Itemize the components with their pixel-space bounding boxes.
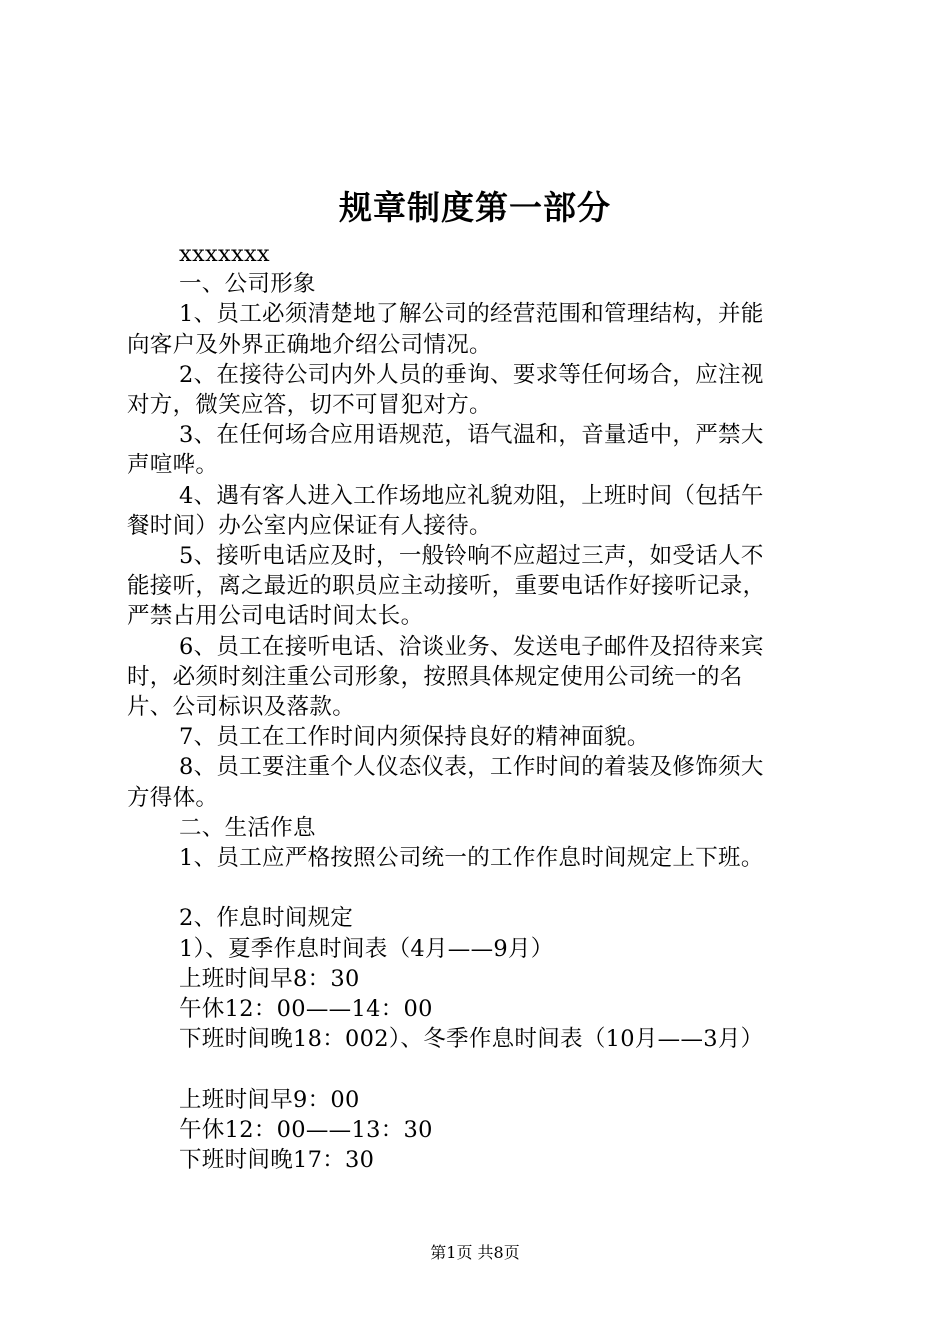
paragraph-item-2 <box>127 360 833 420</box>
paragraph-line: 对方，微笑应答，切不可冒犯对方。 <box>127 391 492 418</box>
paragraph-item-6 <box>127 632 833 723</box>
paragraph-line: 1、员工必须清楚地了解公司的经营范围和管理结构，并能 <box>179 301 764 328</box>
paragraph-item-5 <box>127 541 833 632</box>
paragraph-line: 方得体。 <box>127 784 219 811</box>
section-heading-schedule: 二、生活作息 <box>179 814 316 841</box>
paragraph-line: 餐时间）办公室内应保证有人接待。 <box>127 512 492 539</box>
paragraph-line: 2、在接待公司内外人员的垂询、要求等任何场合，应注视 <box>179 361 764 388</box>
document-title: 规章制度第一部分 <box>339 188 611 227</box>
paragraph-line: 8、员工要注重个人仪态仪表，工作时间的着装及修饰须大 <box>179 754 764 781</box>
paragraph-line: 时，必须时刻注重公司形象，按照具体规定使用公司统一的名 <box>127 663 743 690</box>
paragraph-item-8 <box>127 752 833 812</box>
header-code: xxxxxxx <box>179 241 270 267</box>
blank-line <box>127 1054 833 1084</box>
paragraph-line: 向客户及外界正确地介绍公司情况。 <box>127 331 492 358</box>
paragraph-item-1 <box>127 299 833 359</box>
summer-schedule-title: 1）、夏季作息时间表（4月——9月） <box>179 935 554 962</box>
summer-start-time: 上班时间早8：30 <box>179 965 360 992</box>
paragraph-line: 5、接听电话应及时，一般铃响不应超过三声，如受话人不 <box>179 543 764 569</box>
schedule-item-2: 2、作息时间规定 <box>179 905 354 932</box>
paragraph-line: 7、员工在工作时间内须保持良好的精神面貌。 <box>179 724 650 751</box>
blank-line <box>127 873 833 903</box>
paragraph-item-4 <box>127 481 833 541</box>
paragraph-line: 片、公司标识及落款。 <box>127 694 356 721</box>
page-footer: 第1页 共8页 <box>430 1243 520 1262</box>
paragraph-line: 严禁占用公司电话时间太长。 <box>127 603 424 630</box>
paragraph-item-7 <box>127 722 833 752</box>
winter-start-time: 上班时间早9：00 <box>179 1086 360 1113</box>
schedule-item-1: 1、员工应严格按照公司统一的工作作息时间规定上下班。 <box>179 845 764 872</box>
paragraph-line: 6、员工在接听电话、洽谈业务、发送电子邮件及招待来宾 <box>179 633 764 660</box>
paragraph-line: 声喧哗。 <box>127 452 219 479</box>
summer-break-time: 午休12：00——14：00 <box>179 995 433 1022</box>
winter-break-time: 午休12：00——13：30 <box>179 1116 433 1143</box>
winter-end-time: 下班时间晚17：30 <box>179 1146 375 1173</box>
document-body <box>127 239 833 1175</box>
paragraph-line: 3、在任何场合应用语规范，语气温和，音量适中，严禁大 <box>179 422 764 449</box>
paragraph-line: 4、遇有客人进入工作场地应礼貌劝阻，上班时间（包括午 <box>179 482 764 509</box>
paragraph-line: 能接听，离之最近的职员应主动接听，重要电话作好接听记录， <box>127 573 766 600</box>
paragraph-item-3 <box>127 420 833 480</box>
summer-end-winter-title: 下班时间晚18：002）、冬季作息时间表（10月——3月） <box>179 1026 764 1053</box>
section-heading-company-image: 一、公司形象 <box>179 271 316 298</box>
